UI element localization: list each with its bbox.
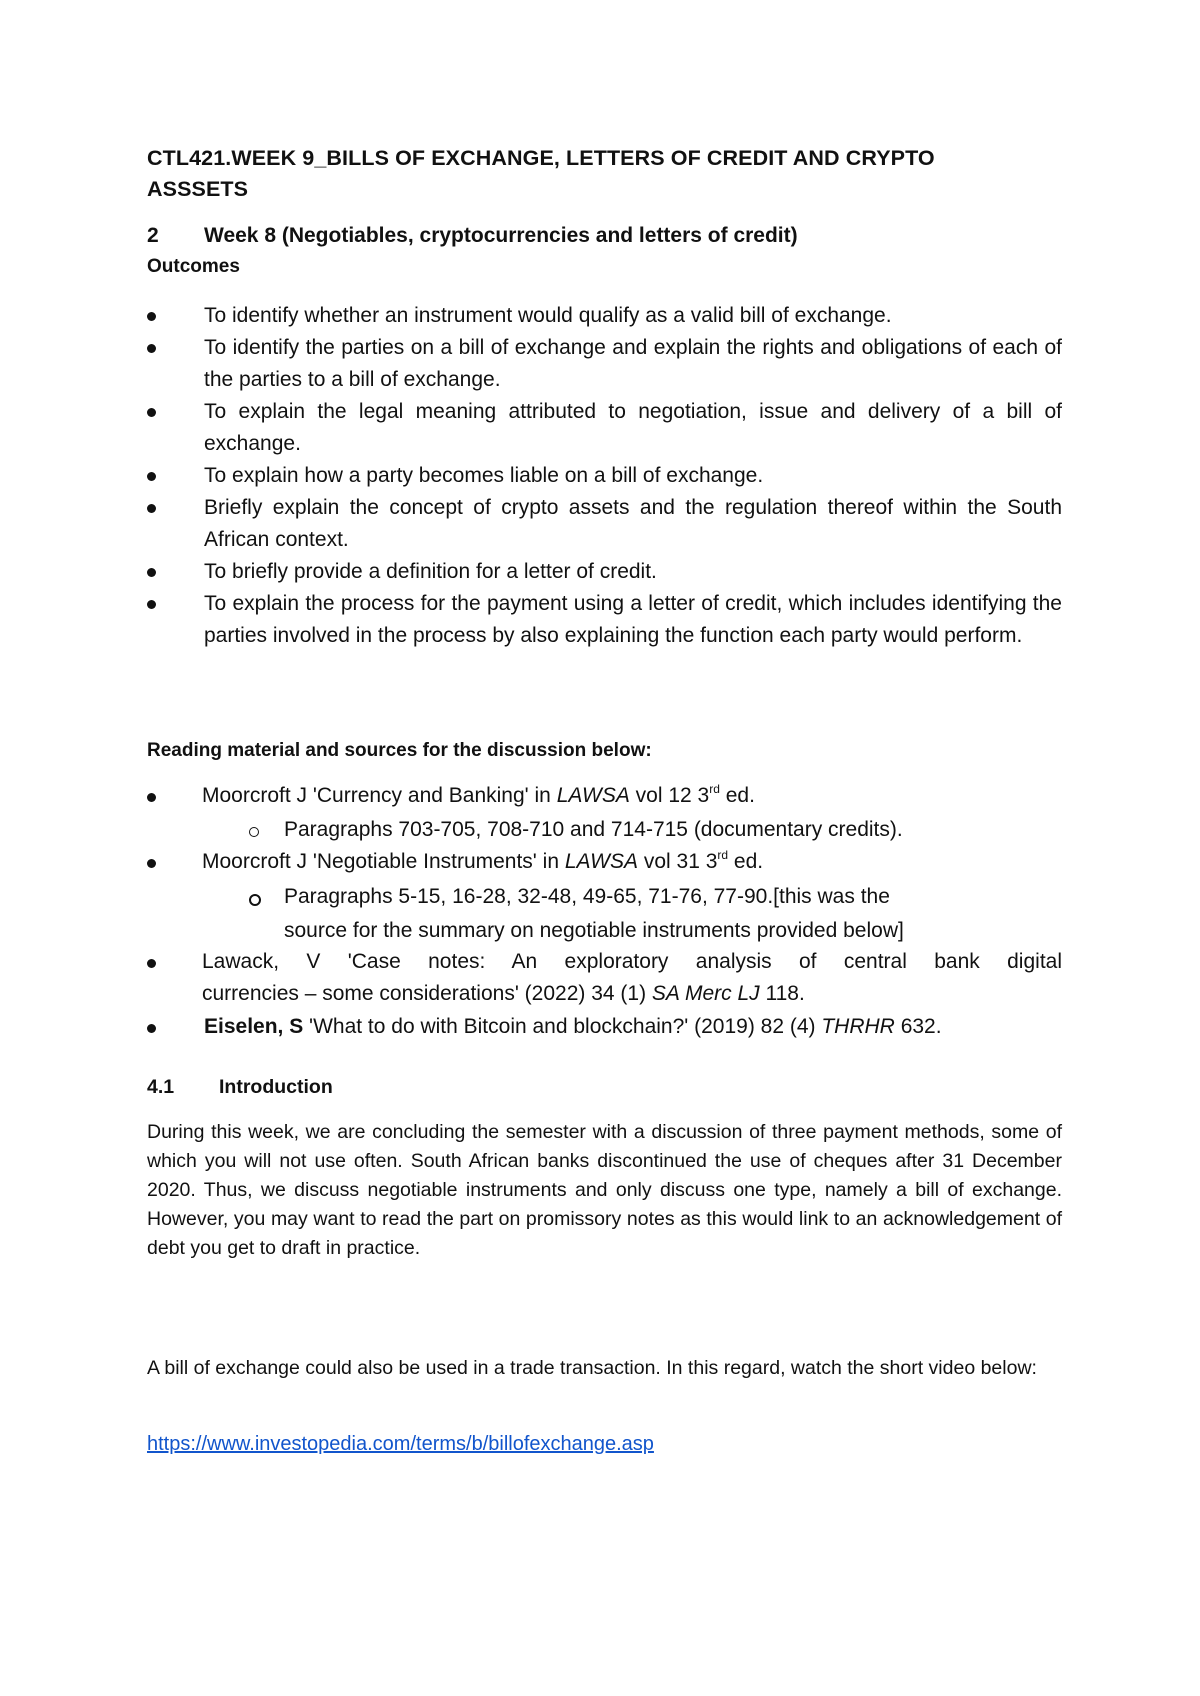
document-title-line-2: ASSSETS <box>147 177 249 201</box>
investopedia-link[interactable]: https://www.investopedia.com/terms/b/billofexchange.asp <box>147 1433 654 1455</box>
introduction-number: 4.1 <box>147 1076 175 1098</box>
bullet-icon <box>147 959 156 968</box>
circle-bullet-icon <box>249 827 259 837</box>
reading-item: Lawack, V 'Case notes: An exploratory analysis of central bank digital currencies – some considerations' (2022) 34 (1) SA Merc LJ 118. <box>147 946 1062 1012</box>
reading-item-text: Moorcroft J 'Currency and Banking' in LAWSA vol 12 3rd ed. <box>202 782 755 807</box>
circle-bullet-icon <box>249 894 261 906</box>
reading-item <box>147 846 1062 880</box>
introduction-title: Introduction <box>219 1076 333 1098</box>
document-page: CTL421.WEEK 9_BILLS OF EXCHANGE, LETTERS OF CREDIT AND CRYPTO ASSSETS 2 Week 8 (Negotiables, cryptocurrencies and letters of credit) Outcomes To identify whether an instrument would qualify as a valid bill of exchange. To identify the parties on a bill of exchange and explain the rights and obligations of each of the parties to a bill of exchange. To explain the legal meaning attributed to negotiation, issue and delivery of a bill of exchange. To explain how a party becomes liable on a bill of exchange. Briefly explain the concept of crypto assets and the regulation thereof within the South African context. To briefly provide a definition for a letter of credit. To explain the process for the payment using a letter of credit, which includes identifying the parties involved in the process by also explaining the function each party would perform. Reading material and sources for the discussion below: Moorcroft J 'Currency and Banking' in LAWSA vol 12 3rd ed. Paragraphs 703-705, 708-710 and 714-715 (documentary credits). Moorcroft J 'Negotiable Instruments' in LAWSA vol 31 3rd ed. Paragraphs 5-15, 16-28, 32-48, 49-65, 71-76, 77-90.[this was the source for the summary on negotiable instruments provided below] Lawack, V 'Case notes: An exploratory analysis of central bank digital currencies – some considerations' (2022) 34 (1) SA Merc LJ 118. Eiselen, S 'What to do with Bitcoin and blockchain?' (2019) 82 (4) THRHR 632. 4.1 Introduction During this week, we are concluding the semester with a discussion of three payment methods, some of which you will not use often. South African banks discontinued the use of cheques after 31 December 2020. Thus, we discuss negotiable instruments and only discuss one type, namely a bill of exchange. However, you may want to read the part on promissory notes as this would link to an acknowledgement of debt you get to draft in practice. A bill of exchange could also be used in a trade transaction. In this regard, watch the short video below: https://www.investopedia.com/terms/b/billofexchange.asp <box>147 146 1062 1455</box>
bullet-icon <box>147 312 156 321</box>
reading-item <box>147 1011 1062 1045</box>
bullet-icon <box>147 408 156 417</box>
section-heading <box>147 224 798 248</box>
introduction-paragraph: During this week, we are concluding the semester with a discussion of three payment methods, some of which you will not use often. South African banks discontinued the use of cheques after 31 December 2020. Thus, we discuss negotiable instruments and only discuss one type, namely a bill of exchange. However, you may want to read the part on promissory notes as this would link to an acknowledgement of debt you get to draft in practice. <box>147 1121 1062 1259</box>
bullet-icon <box>147 1024 156 1033</box>
bullet-icon <box>147 859 156 868</box>
document-title-line-1: CTL421.WEEK 9_BILLS OF EXCHANGE, LETTERS OF CREDIT AND CRYPTO <box>147 146 935 170</box>
bullet-icon <box>147 504 156 513</box>
reading-item-text: Eiselen, S 'What to do with Bitcoin and blockchain?' (2019) 82 (4) THRHR 632. <box>204 1015 942 1038</box>
bullet-icon <box>147 793 156 802</box>
bullet-icon <box>147 600 156 609</box>
bullet-icon <box>147 344 156 353</box>
reading-item-text: currencies – some considerations' (2022) 34 (1) SA Merc LJ 118. <box>202 982 805 1005</box>
bullet-icon <box>147 472 156 481</box>
section-title: Week 8 (Negotiables, cryptocurrencies and letters of credit) <box>204 224 798 247</box>
section-number: 2 <box>147 224 159 247</box>
reading-item-text: Moorcroft J 'Negotiable Instruments' in LAWSA vol 31 3rd ed. <box>202 848 764 873</box>
reading-material-label: Reading material and sources for the discussion below: <box>147 740 652 761</box>
introduction-heading <box>147 1076 333 1099</box>
bullet-icon <box>147 568 156 577</box>
outcomes-label: Outcomes <box>147 256 240 277</box>
reading-item <box>147 780 1062 814</box>
trade-transaction-paragraph: A bill of exchange could also be used in a trade transaction. In this regard, watch the short video below: <box>147 1357 1037 1379</box>
